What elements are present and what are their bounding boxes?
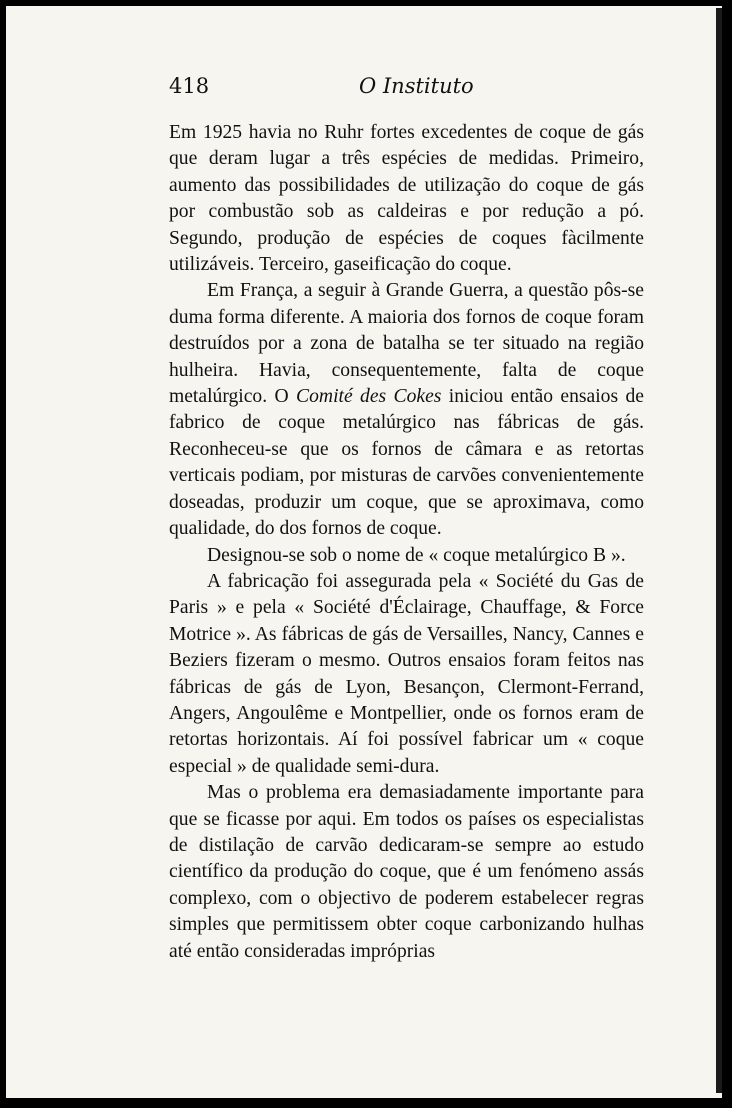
paragraph-5: Mas o problema era demasiadamente importante para que se ficasse por aqui. Em todos os países os especialistas de distilação de carvão dedicaram-se sempre ao estudo científico da produção do coque, que é um fenómeno assás complexo, com o objectivo de poderem estabelecer regras simples que permitissem obter coque carbonizando hulhas até então consideradas impróprias	[169, 782, 644, 962]
paragraph-2	[169, 278, 644, 542]
body-text	[169, 120, 644, 965]
paragraph-4: A fabricação foi assegurada pela « Société du Gas de Paris » e pela « Société d'Éclairage, Chauffage, & Force Motrice ». As fábricas de gás de Versailles, Nancy, Cannes e Beziers fizeram o mesmo. Outros ensaios foram feitos nas fábricas de gás de Lyon, Besançon, Clermont-Ferrand, Angers, Angoulême e Montpellier, onde os fornos eram de retortas horizontais. Aí foi possível fabricar um « coque especial » de qualidade semi-dura.	[169, 570, 644, 777]
comite-des-cokes-italic: Comité des Cokes	[296, 386, 442, 408]
book-page	[6, 6, 722, 1098]
paragraph-1: Em 1925 havia no Ruhr fortes excedentes de coque de gás que deram lugar a três espécies de medidas. Primeiro, aumento das possibilidades de utilização do coque de gás por combustão sob as caldeiras e por redução a pó. Segundo, produção de espécies de coques fàcilmente utilizáveis. Terceiro, gaseificação do coque.	[169, 122, 644, 276]
paragraph-2-text-b: iniciou então ensaios de fabrico de coque metalúrgico nas fábricas de gás. Reconheceu-se que os fornos de câmara e as retortas verticais podiam, por misturas de carvões convenientemente doseadas, produzir um coque, que se aproximava, como qualidade, do dos fornos de coque.	[169, 386, 644, 540]
paragraph-2-text-a: Em França, a seguir à Grande Guerra, a questão pôs-se duma forma diferente. A maioria dos fornos de coque foram destruídos por a zona de batalha se ter situado na região hulheira. Havia, consequentemente, falta de coque metalúrgico. O	[169, 280, 644, 408]
paragraph-3: Designou-se sob o nome de « coque metalúrgico B ».	[207, 544, 626, 566]
page-header	[169, 74, 644, 104]
running-title: O Instituto	[359, 74, 474, 98]
page-number: 418	[169, 74, 210, 98]
page-edge-shadow	[716, 8, 722, 1093]
